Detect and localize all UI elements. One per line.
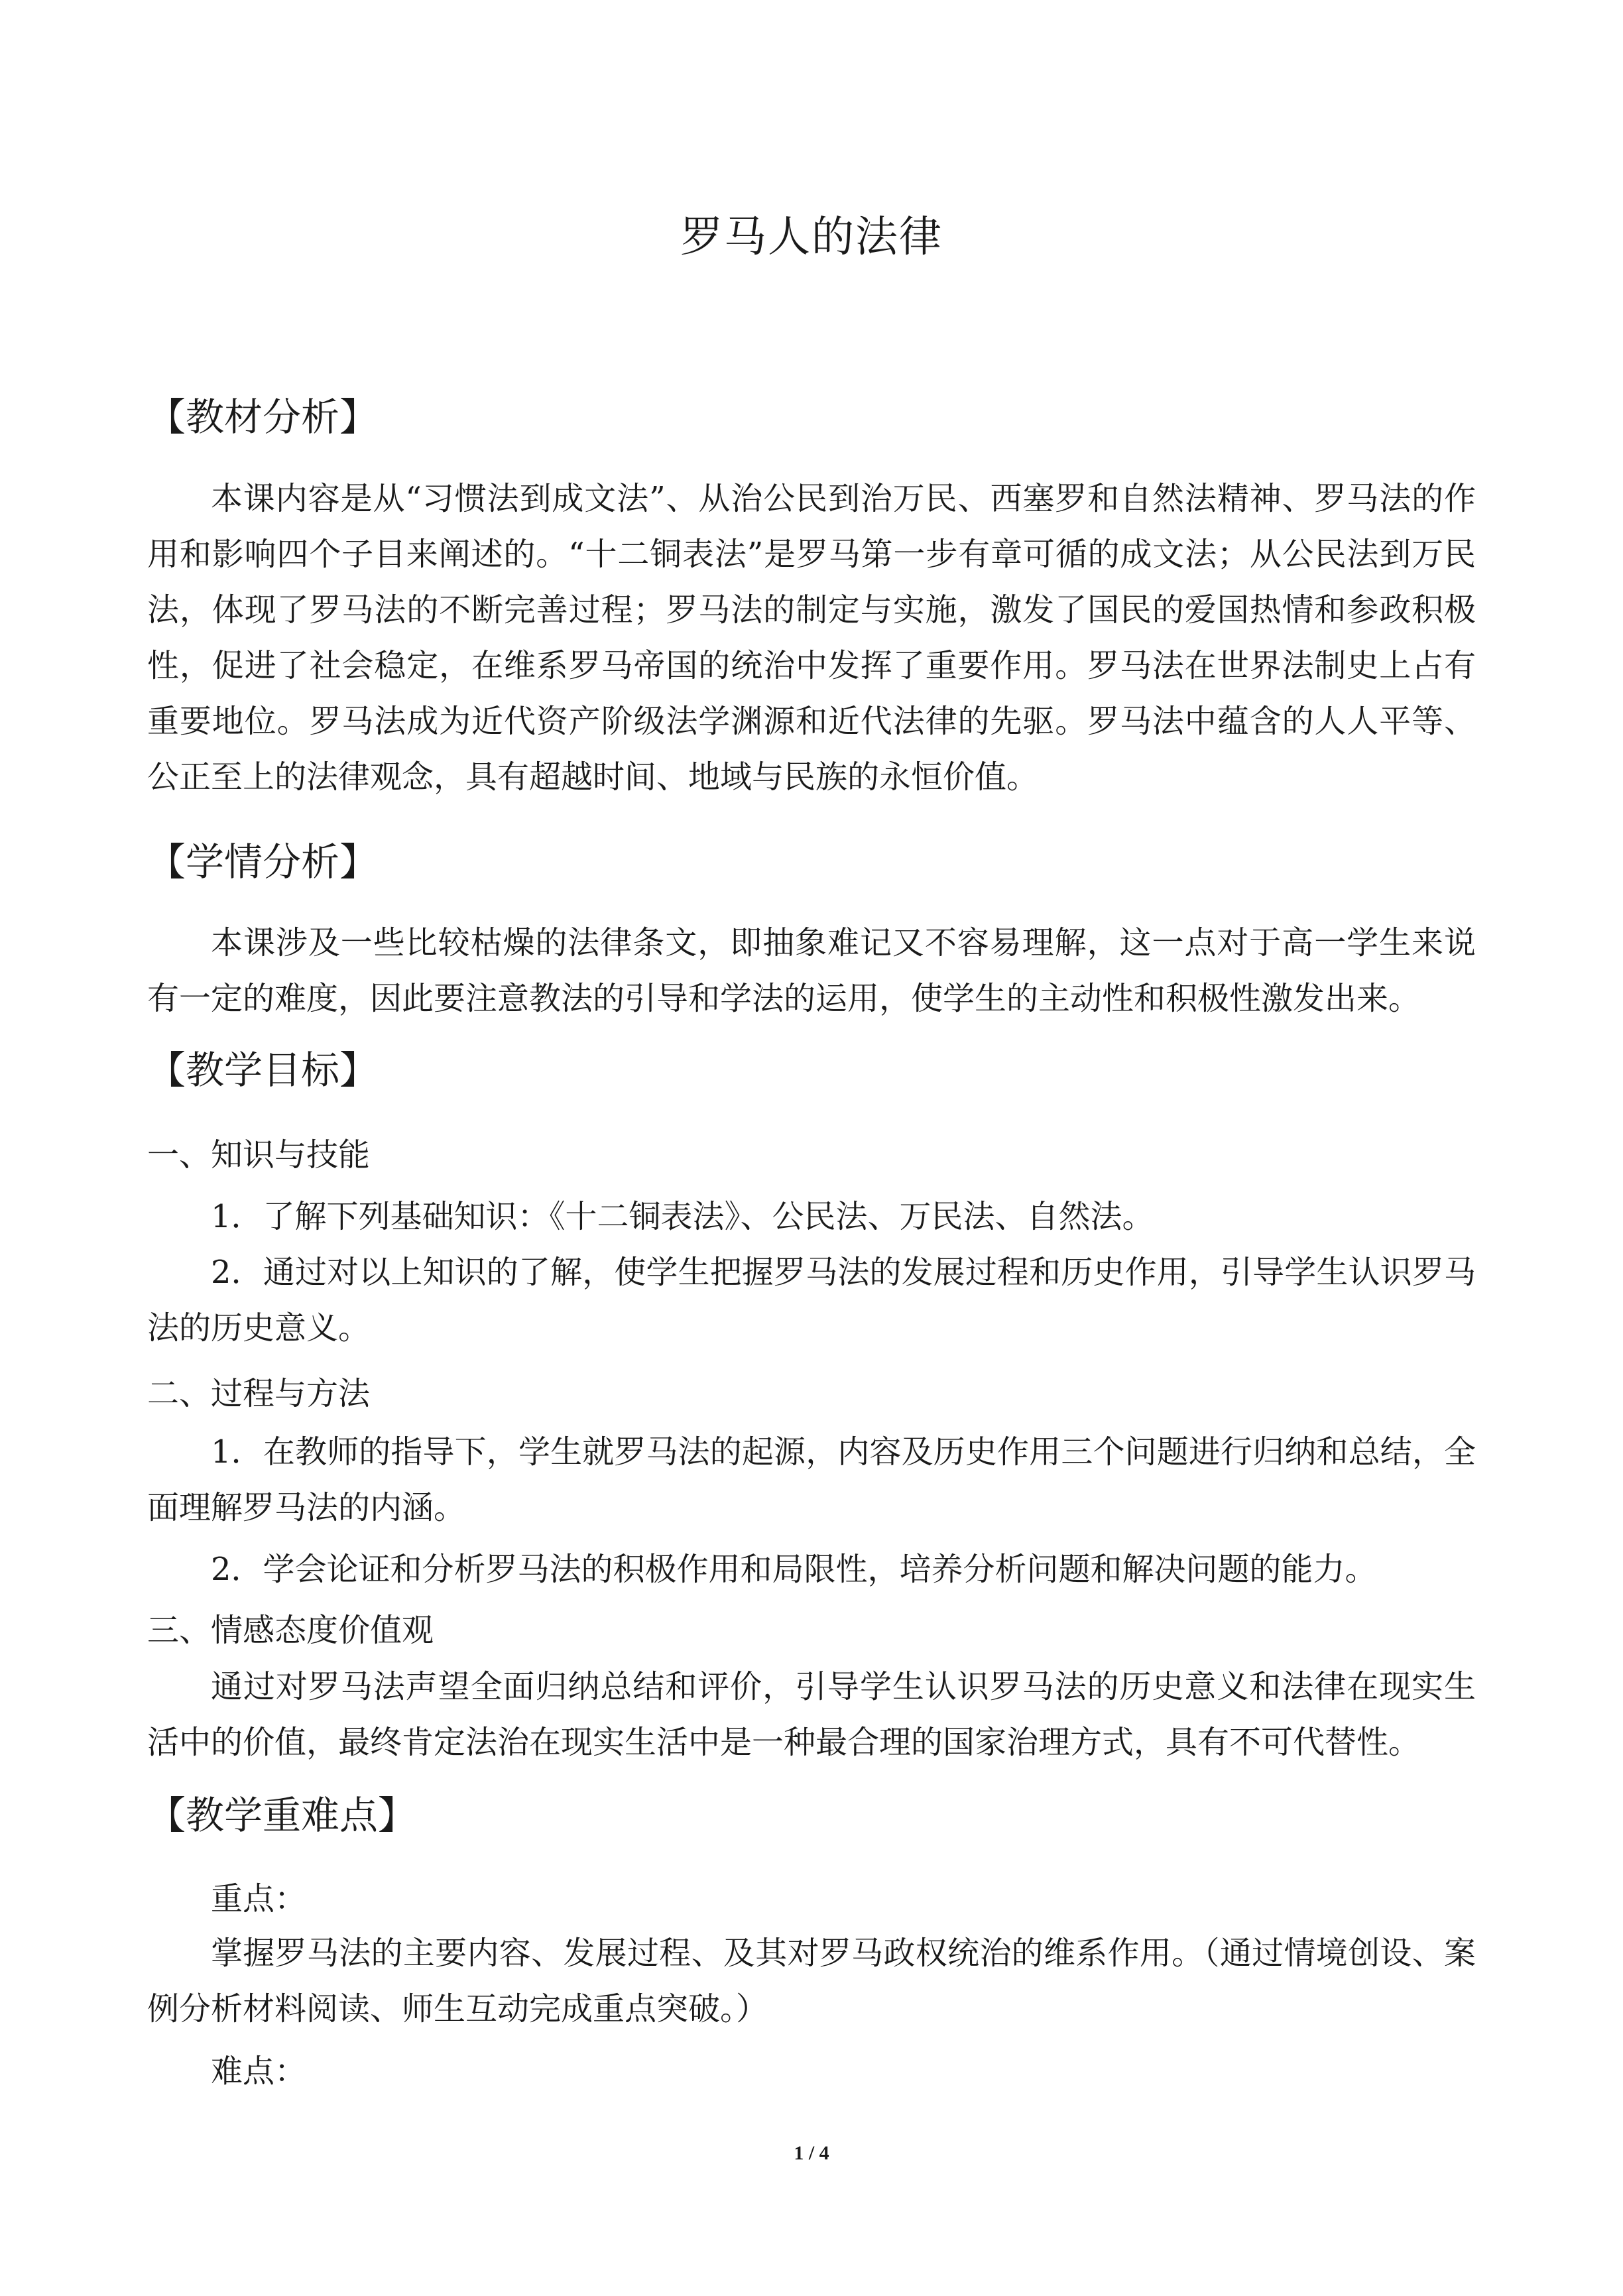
page-title: 罗马人的法律 [680, 213, 943, 262]
heading-teaching-goals: 【教学目标】 [147, 1048, 379, 1093]
page-number: 1 / 4 [794, 2142, 829, 2164]
student-analysis-paragraph: 本课涉及一些比较枯燥的法律条文，即抽象难记又不容易理解，这一点对于高一学生来说有一定的难度，因此要注意教法的引导和学法的运用，使学生的主动性和积极性激发出来。 [147, 924, 1476, 1017]
heading-material-analysis: 【教材分析】 [147, 394, 379, 440]
heading-student-analysis: 【学情分析】 [147, 839, 379, 884]
knowledge-item-2: 2．通过对以上知识的了解，使学生把握罗马法的发展过程和历史作用，引导学生认识罗马法的历史意义。 [147, 1254, 1476, 1347]
process-item-2: 2．学会论证和分析罗马法的积极作用和局限性，培养分析问题和解决问题的能力。 [211, 1551, 1377, 1588]
emotion-values-paragraph: 通过对罗马法声望全面归纳总结和评价，引导学生认识罗马法的历史意义和法律在现实生活中的价值，最终肯定法治在现实生活中是一种最合理的国家治理方式，具有不可代替性。 [147, 1668, 1476, 1761]
subheading-emotion-values: 三、情感态度价值观 [147, 1612, 434, 1649]
material-analysis-paragraph: 本课内容是从“习惯法到成文法”、从治公民到治万民、西塞罗和自然法精神、罗马法的作用和影响四个子目来阐述的。“十二铜表法”是罗马第一步有章可循的成文法；从公民法到万民法，体现了罗马法的不断完善过程；罗马法的制定与实施，激发了国民的爱国热情和参政积极性，促进了社会稳定，在维系罗马帝国的统治中发挥了重要作用。罗马法在世界法制史上占有重要地位。罗马法成为近代资产阶级法学渊源和近代法律的先驱。罗马法中蕴含的人人平等、公正至上的法律观念，具有超越时间、地域与民族的永恒价值。 [147, 480, 1476, 796]
focus-paragraph: 掌握罗马法的主要内容、发展过程、及其对罗马政权统治的维系作用。（通过情境创设、案例分析材料阅读、师生互动完成重点突破。） [147, 1935, 1476, 2027]
focus-label: 重点： [211, 1880, 307, 1917]
heading-key-difficult-points: 【教学重难点】 [147, 1793, 417, 1838]
difficulty-label: 难点： [211, 2053, 307, 2090]
knowledge-item-1: 1．了解下列基础知识：《十二铜表法》、公民法、万民法、自然法。 [211, 1198, 1154, 1235]
subheading-knowledge-skills: 一、知识与技能 [147, 1136, 371, 1174]
process-item-1: 1．在教师的指导下，学生就罗马法的起源，内容及历史作用三个问题进行归纳和总结，全面理解罗马法的内涵。 [147, 1433, 1476, 1526]
subheading-process-method: 二、过程与方法 [147, 1375, 371, 1412]
